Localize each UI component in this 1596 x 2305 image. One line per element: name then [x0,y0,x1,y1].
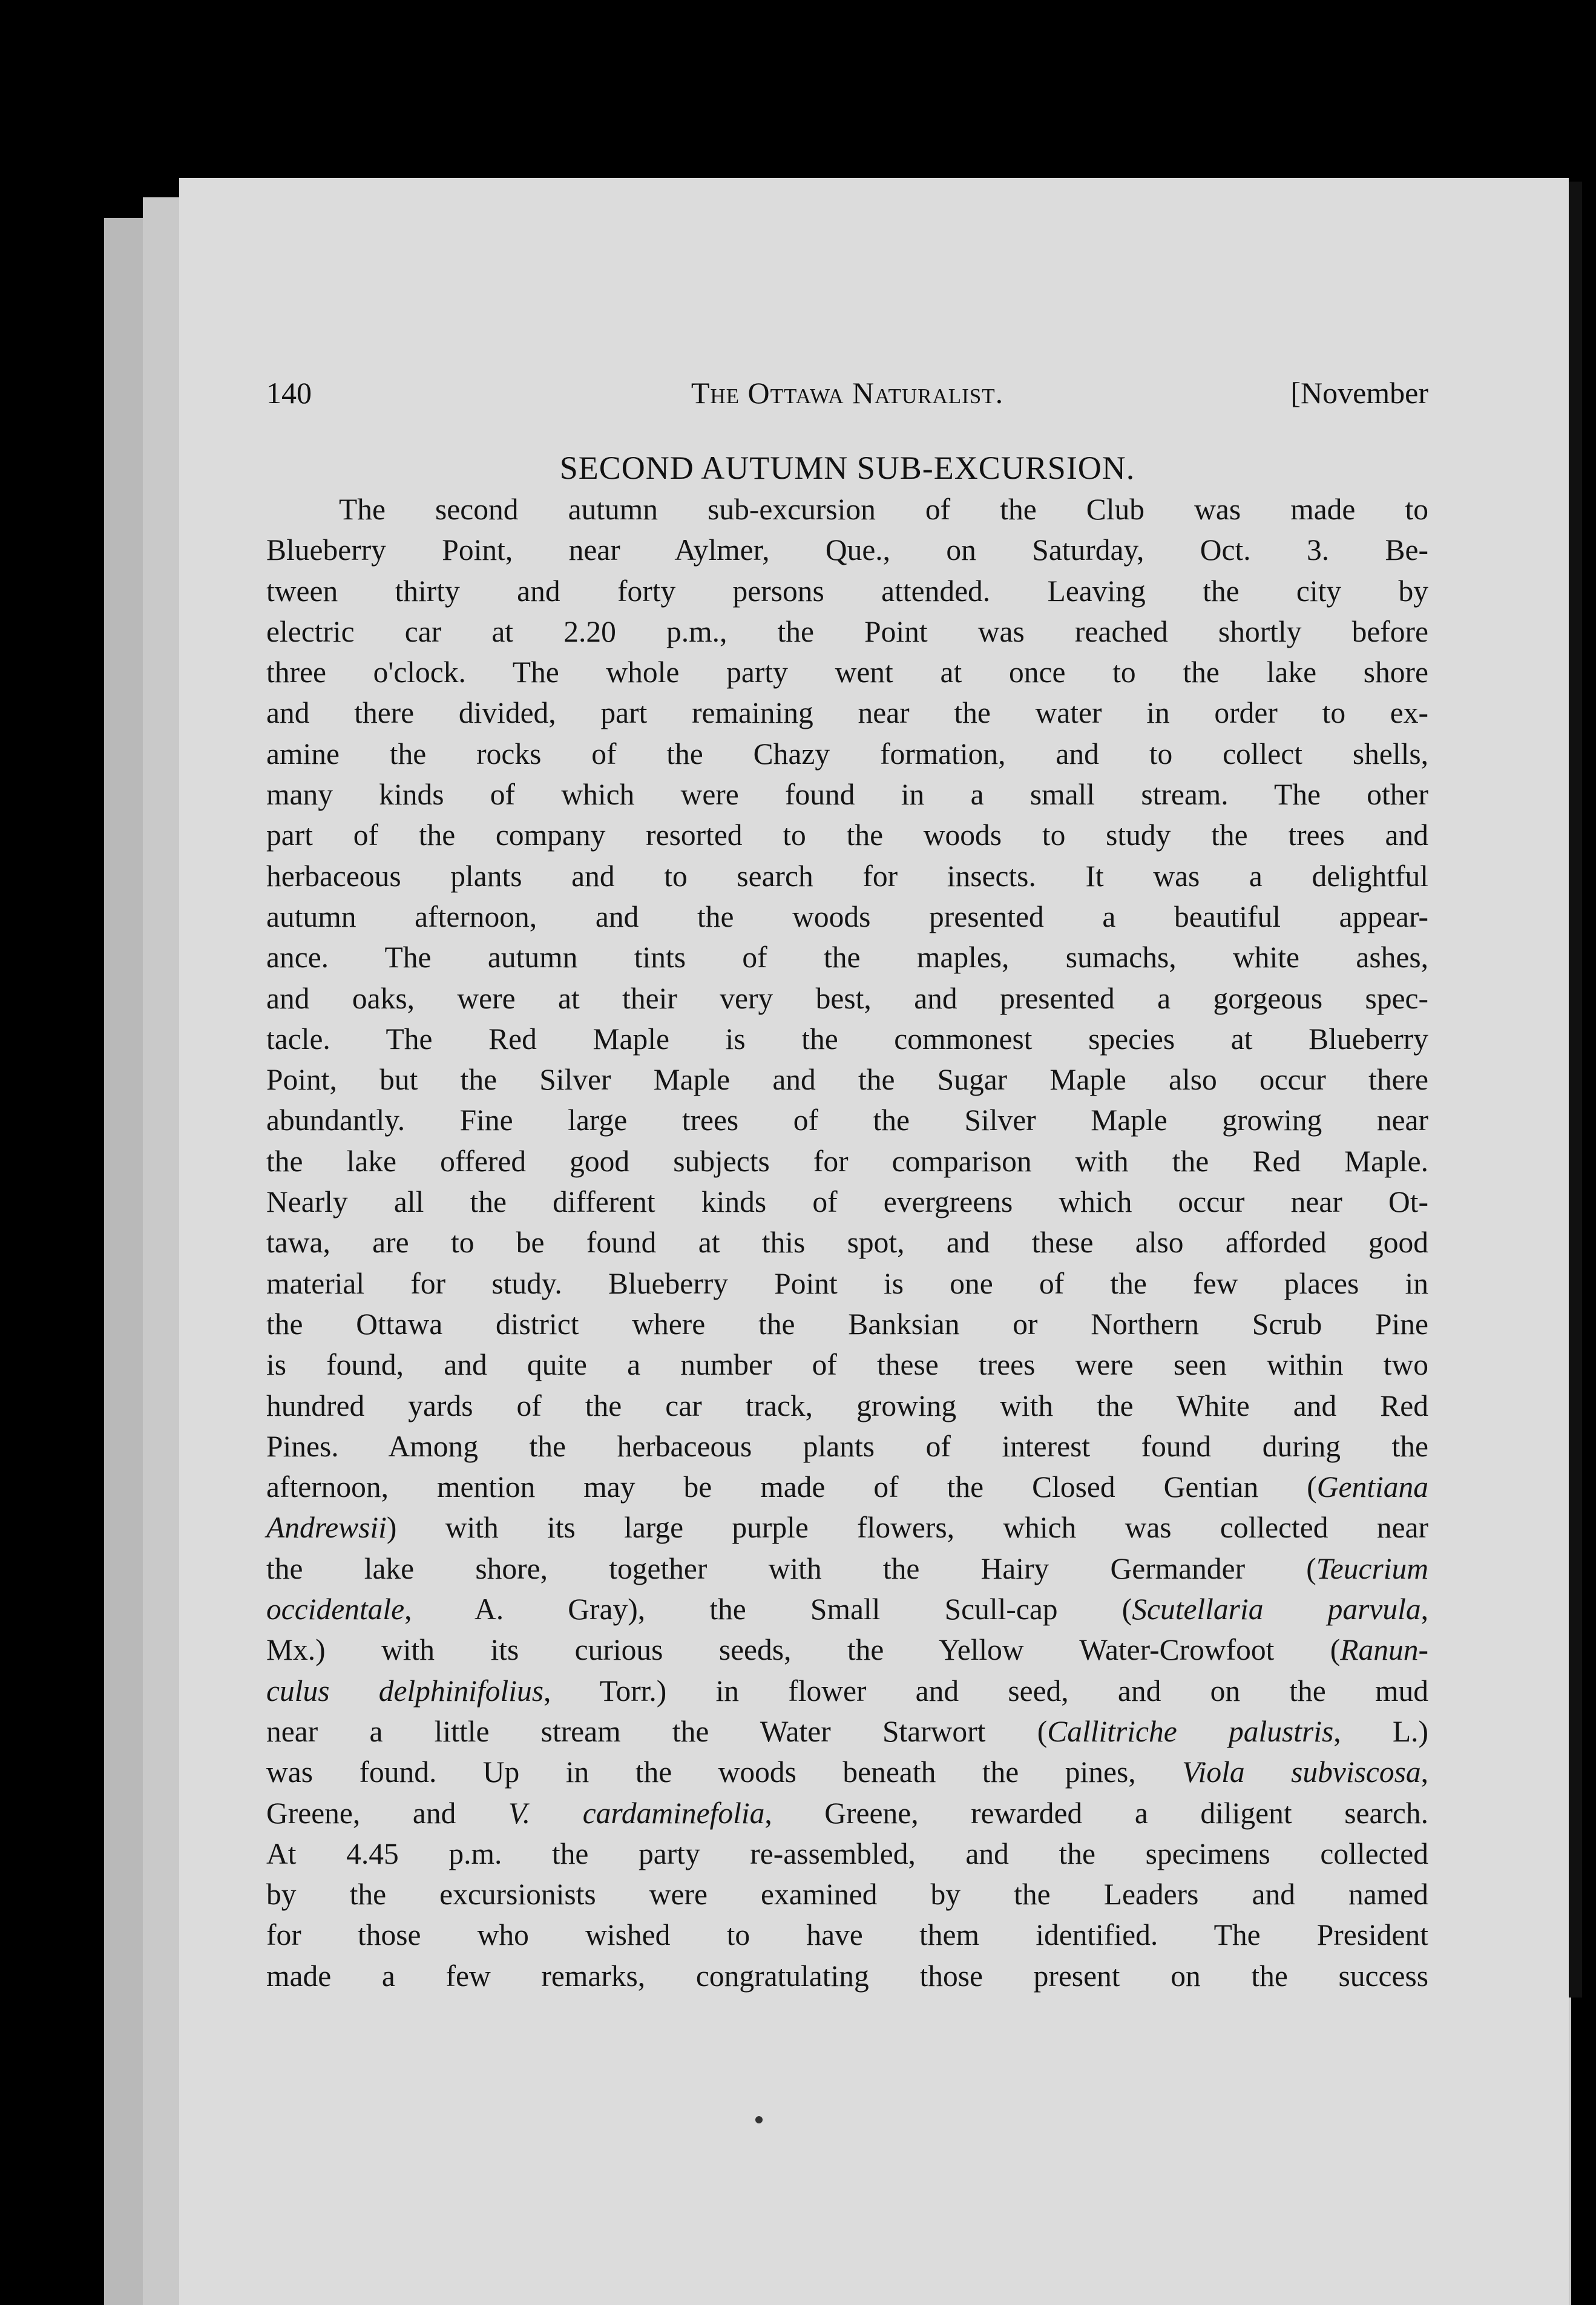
body-line: hundred yards of the car track, growing with the White and Red [266,1389,1428,1422]
body-line: tween thirty and forty persons attended. Leaving the city by [266,574,1428,608]
body-line: The second autumn sub-excursion of the Club was made to [339,493,1428,526]
body-line: and there divided, part remaining near the water in order to ex- [266,696,1428,730]
body-line: amine the rocks of the Chazy formation, and to collect shells, [266,737,1428,771]
body-line: Blueberry Point, near Aylmer, Que., on Saturday, Oct. 3. Be- [266,533,1428,567]
body-line: made a few remarks, congratulating those present on the success [266,1959,1428,1993]
body-line: material for study. Blueberry Point is one of the few places in [266,1266,1428,1300]
body-line: part of the company resorted to the woods to study the trees and [266,818,1428,852]
page-number: 140 [266,376,312,410]
body-line: Greene, and V. cardaminefolia, Greene, rewarded a diligent search. [266,1796,1428,1830]
body-line: Nearly all the different kinds of evergreens which occur near Ot- [266,1185,1428,1219]
body-line: many kinds of which were found in a small stream. The other [266,778,1428,812]
body-line: Point, but the Silver Maple and the Sugar Maple also occur there [266,1063,1428,1097]
body-line: was found. Up in the woods beneath the pines, Viola subviscosa, [266,1755,1428,1789]
article-body [266,489,1428,1996]
issue-month: [November [1290,376,1428,410]
page-edge-shadow [1569,182,1582,1998]
body-line: for those who wished to have them identified. The President [266,1918,1428,1952]
article-title: SECOND AUTUMN SUB-EXCURSION. [559,450,1135,486]
running-head [266,375,1428,430]
body-line: three o'clock. The whole party went at once to the lake shore [266,656,1428,689]
body-line: the lake offered good subjects for comparison with the Red Maple. [266,1144,1428,1178]
body-line: abundantly. Fine large trees of the Silver Maple growing near [266,1103,1428,1137]
body-line: is found, and quite a number of these trees were seen within two [266,1348,1428,1382]
body-line: occidentale, A. Gray), the Small Scull-cap (Scutellaria parvula, [266,1593,1428,1626]
body-line: Mx.) with its curious seeds, the Yellow Water-Crowfoot (Ranun- [266,1633,1428,1667]
body-line: Pines. Among the herbaceous plants of interest found during the [266,1429,1428,1463]
body-line: afternoon, mention may be made of the Closed Gentian (Gentiana [266,1470,1428,1504]
footer-mark [755,2116,763,2123]
body-line: ance. The autumn tints of the maples, sumachs, white ashes, [266,941,1428,975]
body-line: Andrewsii) with its large purple flowers, which was collected near [266,1511,1428,1545]
body-line: herbaceous plants and to search for insects. It was a delightful [266,859,1428,893]
body-line: autumn afternoon, and the woods presented a beautiful appear- [266,899,1428,933]
body-line: and oaks, were at their very best, and presented a gorgeous spec- [266,981,1428,1015]
body-line: electric car at 2.20 p.m., the Point was reached shortly before [266,614,1428,648]
body-line: At 4.45 p.m. the party re-assembled, and the specimens collected [266,1836,1428,1870]
body-line: the lake shore, together with the Hairy Germander (Teucrium [266,1551,1428,1585]
body-line: culus delphinifolius, Torr.) in flower and seed, and on the mud [266,1674,1428,1708]
body-line: tawa, are to be found at this spot, and these also afforded good [266,1226,1428,1260]
body-line: near a little stream the Water Starwort (Callitriche palustris, L.) [266,1714,1428,1748]
body-line: by the excursionists were examined by the Leaders and named [266,1878,1428,1912]
journal-title: The Ottawa Naturalist. [691,376,1004,410]
body-line: tacle. The Red Maple is the commonest species at Blueberry [266,1022,1428,1056]
body-line: the Ottawa district where the Banksian or Northern Scrub Pine [266,1307,1428,1341]
